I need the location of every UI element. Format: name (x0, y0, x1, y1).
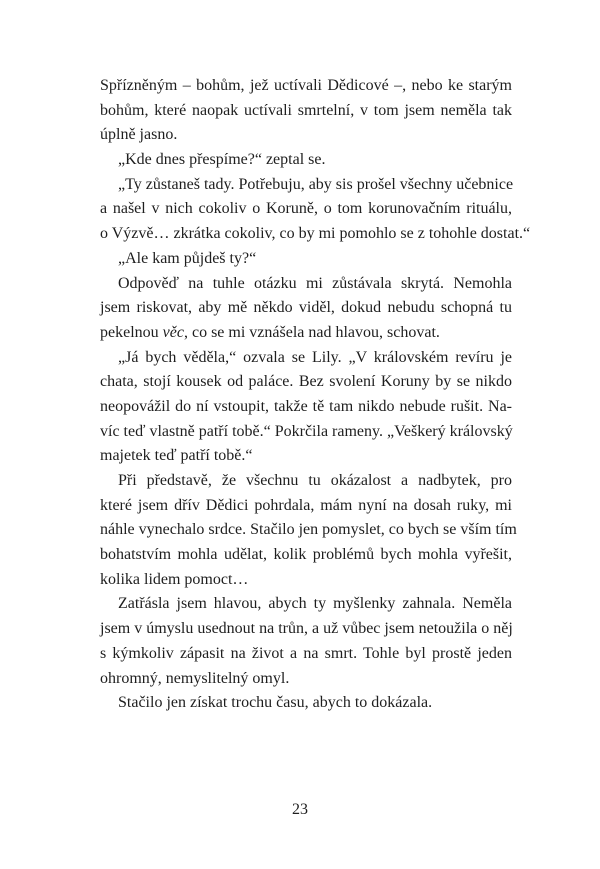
text-segment: „Já bych věděla,“ ozvala se Lily. „V královském revíru je (118, 348, 512, 366)
text-line (100, 99, 512, 124)
text-line (100, 518, 517, 543)
text-line (100, 568, 512, 593)
text-line (100, 296, 512, 321)
text-segment: a našel v nich cokoliv o Koruně, o tom korunovačním rituálu, (100, 200, 512, 218)
text-line (100, 395, 512, 420)
text-line (100, 197, 512, 222)
text-segment: s kýmkoliv zápasit na život a na smrt. Tohle byl prostě jeden (100, 644, 512, 662)
text-segment: neopovážil do ní vstoupit, takže tě tam nikdo nebude rušit. Na- (100, 397, 512, 415)
text-line (100, 173, 512, 198)
text-line (100, 691, 512, 716)
text-line (100, 148, 512, 173)
text-line (100, 592, 512, 617)
text-line (100, 420, 512, 445)
text-line (100, 222, 531, 247)
text-line (100, 123, 512, 148)
text-line (100, 321, 512, 346)
text-line (100, 642, 512, 667)
text-segment: Spřízněným – bohům, jež uctívali Dědicové –, nebo ke starým (100, 77, 512, 94)
text-line (100, 370, 512, 395)
text-segment: „Ty zůstaneš tady. Potřebuju, aby sis prošel všechny učebnice (118, 175, 514, 193)
text-segment: „Kde dnes přespíme?“ zeptal se. (118, 151, 326, 169)
text-line (100, 667, 512, 692)
text-line (100, 543, 512, 568)
text-segment: bohatstvím mohla udělat, kolik problémů bych mohla vyřešit, (100, 546, 512, 564)
text-line (100, 272, 512, 297)
text-segment: které jsem dřív Dědici pohrdala, mám nyní na dosah ruky, mi (100, 496, 512, 514)
page-number: 23 (292, 801, 308, 818)
text-segment: , co se mi vznášela nad hlavou, schovat. (183, 323, 440, 341)
text-line (100, 444, 512, 469)
text-segment: jsem riskovat, aby mě někdo viděl, dokud nebudu schopná tu (100, 299, 512, 317)
text-segment: Stačilo jen získat trochu času, abych to dokázala. (118, 694, 433, 712)
text-segment: chata, stojí kousek od paláce. Bez svolení Koruny by se nikdo (100, 373, 512, 391)
italic-text: věc (162, 323, 184, 341)
body-text (100, 74, 531, 716)
text-segment: Zatřásla jsem hlavou, abych ty myšlenky zahnala. Neměla (118, 595, 512, 613)
text-segment: Při představě, že všechnu tu okázalost a nadbytek, pro (118, 472, 512, 489)
text-segment: jsem v úmyslu usednout na trůn, a už vůbec jsem netoužila o něj (100, 620, 513, 638)
text-segment: pekelnou (100, 323, 163, 341)
text-segment: kolika lidem pomoct… (100, 570, 249, 588)
text-segment: bohům, které naopak uctívali smrtelní, v tom jsem neměla tak (100, 101, 512, 119)
text-line (100, 247, 512, 272)
text-segment: „Ale kam půjdeš ty?“ (118, 249, 257, 267)
text-line (100, 469, 512, 494)
text-segment: náhle vynechalo srdce. Stačilo jen pomyslet, co bych se vším tím (100, 521, 517, 539)
text-line (100, 617, 512, 642)
text-segment: úplně jasno. (100, 126, 178, 144)
text-segment: víc teď vlastně patří tobě.“ Pokrčila rameny. „Veškerý královský (100, 422, 513, 440)
text-segment: ohromný, nemyslitelný omyl. (100, 669, 290, 687)
text-segment: majetek teď patří tobě.“ (100, 447, 253, 465)
text-line (100, 494, 512, 519)
text-line (100, 346, 512, 371)
text-segment: Odpověď na tuhle otázku mi zůstávala skrytá. Nemohla (118, 274, 512, 292)
text-segment: o Výzvě… zkrátka cokoliv, co by mi pomohlo se z tohohle dostat.“ (100, 225, 531, 243)
text-line (100, 74, 512, 99)
